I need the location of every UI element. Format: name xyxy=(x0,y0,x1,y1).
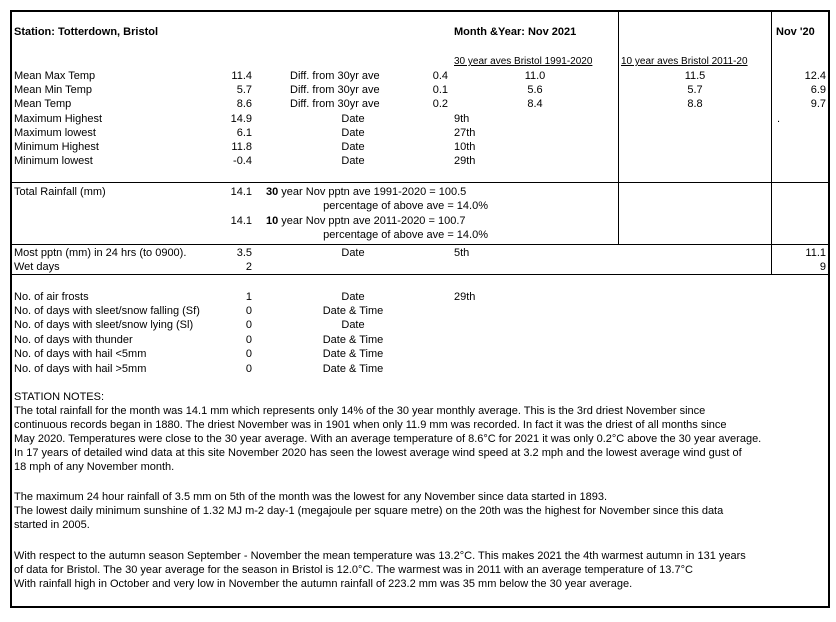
rainfall-pct30: percentage of above ave = 14.0% xyxy=(323,200,488,212)
extreme-value: -0.4 xyxy=(233,155,252,167)
notes-line: In 17 years of detailed wind data at this site November 2020 has seen the lowest average wind speed at 3.2 mph and the lowest average wind gust of xyxy=(14,447,742,459)
notes-line: of data for Bristol. The 30 year average for the season in Bristol is 12.0°C. The warmest was in 2011 with an average temperature of 13.7°C xyxy=(14,564,693,576)
compare-month: Nov '20 xyxy=(776,26,815,38)
temp-label: Mean Temp xyxy=(14,98,72,110)
diff-value: 0.1 xyxy=(432,84,448,96)
days-date-label: Date & Time xyxy=(322,348,384,360)
notes-line: started in 2005. xyxy=(14,519,90,531)
ave30-value: 5.6 xyxy=(527,84,543,96)
days-value: 0 xyxy=(245,334,252,346)
month-year: Month &Year: Nov 2021 xyxy=(454,26,577,38)
days-date-label: Date xyxy=(341,291,365,303)
days-label: No. of days with hail <5mm xyxy=(14,348,147,360)
rainfall-ave30-years: 30 xyxy=(266,186,279,198)
station-title: Station: Totterdown, Bristol xyxy=(14,26,159,38)
days-label: No. of days with hail >5mm xyxy=(14,363,147,375)
ave10-value: 11.5 xyxy=(684,70,706,82)
wetdays-label: Wet days xyxy=(14,261,60,273)
days-label: No. of days with sleet/snow lying (Sl) xyxy=(14,319,194,331)
rainfall-ave10-line xyxy=(266,214,466,228)
ave30-heading: 30 year aves Bristol 1991-2020 xyxy=(454,56,593,67)
extreme-date-label: Date xyxy=(341,141,365,153)
ave10-heading: 10 year aves Bristol 2011-20 xyxy=(621,56,748,67)
rainfall-label: Total Rainfall (mm) xyxy=(14,186,106,198)
days-value: 0 xyxy=(245,348,252,360)
rainfall-ave30-line xyxy=(266,185,466,199)
extreme-prev-mark: . xyxy=(777,113,781,125)
days-value: 0 xyxy=(245,319,252,331)
days-date-label: Date & Time xyxy=(322,334,384,346)
days-date-label: Date xyxy=(341,319,365,331)
divider-after-extremes xyxy=(10,182,830,183)
days-value: 0 xyxy=(245,363,252,375)
divider-ave10-prev xyxy=(771,10,772,274)
temp-label: Mean Max Temp xyxy=(14,70,96,82)
pptn-date-label: Date xyxy=(341,247,365,259)
extreme-value: 11.8 xyxy=(231,141,252,153)
extreme-date-label: Date xyxy=(341,113,365,125)
divider-ave30-ave10 xyxy=(618,10,619,244)
extreme-date-label: Date xyxy=(341,155,365,167)
divider-after-wetdays xyxy=(10,274,830,275)
prev-value: 12.4 xyxy=(804,70,826,82)
notes-line: With rainfall high in October and very low in November the autumn rainfall of 223.2 mm was 35 mm below the 30 year average. xyxy=(14,578,633,590)
prev-value: 6.9 xyxy=(810,84,826,96)
diff-label: Diff. from 30yr ave xyxy=(290,98,380,110)
pptn-value: 3.5 xyxy=(236,247,252,259)
diff-value: 0.2 xyxy=(432,98,448,110)
rainfall-ave10-years: 10 xyxy=(266,215,279,227)
notes-line: The lowest daily minimum sunshine of 1.32 MJ m-2 day-1 (megajoule per square metre) on the 20th was the highest for November since this data xyxy=(14,505,724,517)
days-date: 29th xyxy=(454,291,476,303)
temp-value: 5.7 xyxy=(236,84,252,96)
extreme-label: Minimum Highest xyxy=(14,141,99,153)
ave10-value: 8.8 xyxy=(687,98,703,110)
notes-line: continuous records began in 1880. The driest November was in 1901 when only 11.9 mm was recorded. In fact it was the driest of all months since xyxy=(14,419,727,431)
rainfall-ave30-text: year Nov pptn ave 1991-2020 = 100.5 xyxy=(278,186,467,198)
prev-value: 9.7 xyxy=(810,98,826,110)
diff-label: Diff. from 30yr ave xyxy=(290,70,380,82)
pptn-label: Most pptn (mm) in 24 hrs (to 0900). xyxy=(14,247,187,259)
extreme-date: 9th xyxy=(454,113,470,125)
temp-value: 8.6 xyxy=(236,98,252,110)
days-label: No. of days with thunder xyxy=(14,334,133,346)
ave30-value: 8.4 xyxy=(527,98,543,110)
rainfall-pct10: percentage of above ave = 14.0% xyxy=(323,229,488,241)
notes-line: 18 mph of any November month. xyxy=(14,461,175,473)
temp-value: 11.4 xyxy=(231,70,252,82)
extreme-date: 29th xyxy=(454,155,476,167)
notes-line: May 2020. Temperatures were close to the 30 year average. With an average temperature of 8.6°C for 2021 it was only 0.2°C above the 30 year average. xyxy=(14,433,762,445)
days-date-label: Date & Time xyxy=(322,305,384,317)
extreme-label: Maximum lowest xyxy=(14,127,96,139)
extreme-value: 14.9 xyxy=(230,113,252,125)
notes-line: The total rainfall for the month was 14.1 mm which represents only 14% of the 30 year monthly average. This is the 3rd driest November since xyxy=(14,405,706,417)
extreme-label: Maximum Highest xyxy=(14,113,103,125)
extreme-label: Minimum lowest xyxy=(14,155,93,167)
wetdays-prev: 9 xyxy=(819,261,826,273)
days-value: 0 xyxy=(245,305,252,317)
rainfall-ave10-text: year Nov pptn ave 2011-2020 = 100.7 xyxy=(278,215,466,227)
divider-after-rainfall xyxy=(10,244,830,245)
extreme-value: 6.1 xyxy=(236,127,252,139)
notes-line: With respect to the autumn season September - November the mean temperature was 13.2°C. This makes 2021 the 4th warmest autumn in 131 years xyxy=(14,550,746,562)
days-date-label: Date & Time xyxy=(322,363,384,375)
ave30-value: 11.0 xyxy=(524,70,546,82)
notes-line: The maximum 24 hour rainfall of 3.5 mm on 5th of the month was the lowest for any November since data started in 1893. xyxy=(14,491,608,503)
extreme-date: 10th xyxy=(454,141,476,153)
extreme-date-label: Date xyxy=(341,127,365,139)
rainfall-value: 14.1 xyxy=(230,186,252,198)
wetdays-value: 2 xyxy=(245,261,252,273)
rainfall-value-2: 14.1 xyxy=(230,215,252,227)
days-label: No. of air frosts xyxy=(14,291,89,303)
diff-label: Diff. from 30yr ave xyxy=(290,84,380,96)
pptn-date: 5th xyxy=(454,247,470,259)
days-label: No. of days with sleet/snow falling (Sf) xyxy=(14,305,200,317)
temp-label: Mean Min Temp xyxy=(14,84,93,96)
ave10-value: 5.7 xyxy=(687,84,703,96)
extreme-date: 27th xyxy=(454,127,476,139)
diff-value: 0.4 xyxy=(432,70,448,82)
pptn-prev: 11.1 xyxy=(805,247,826,259)
days-value: 1 xyxy=(245,291,252,303)
notes-heading: STATION NOTES: xyxy=(14,391,105,403)
